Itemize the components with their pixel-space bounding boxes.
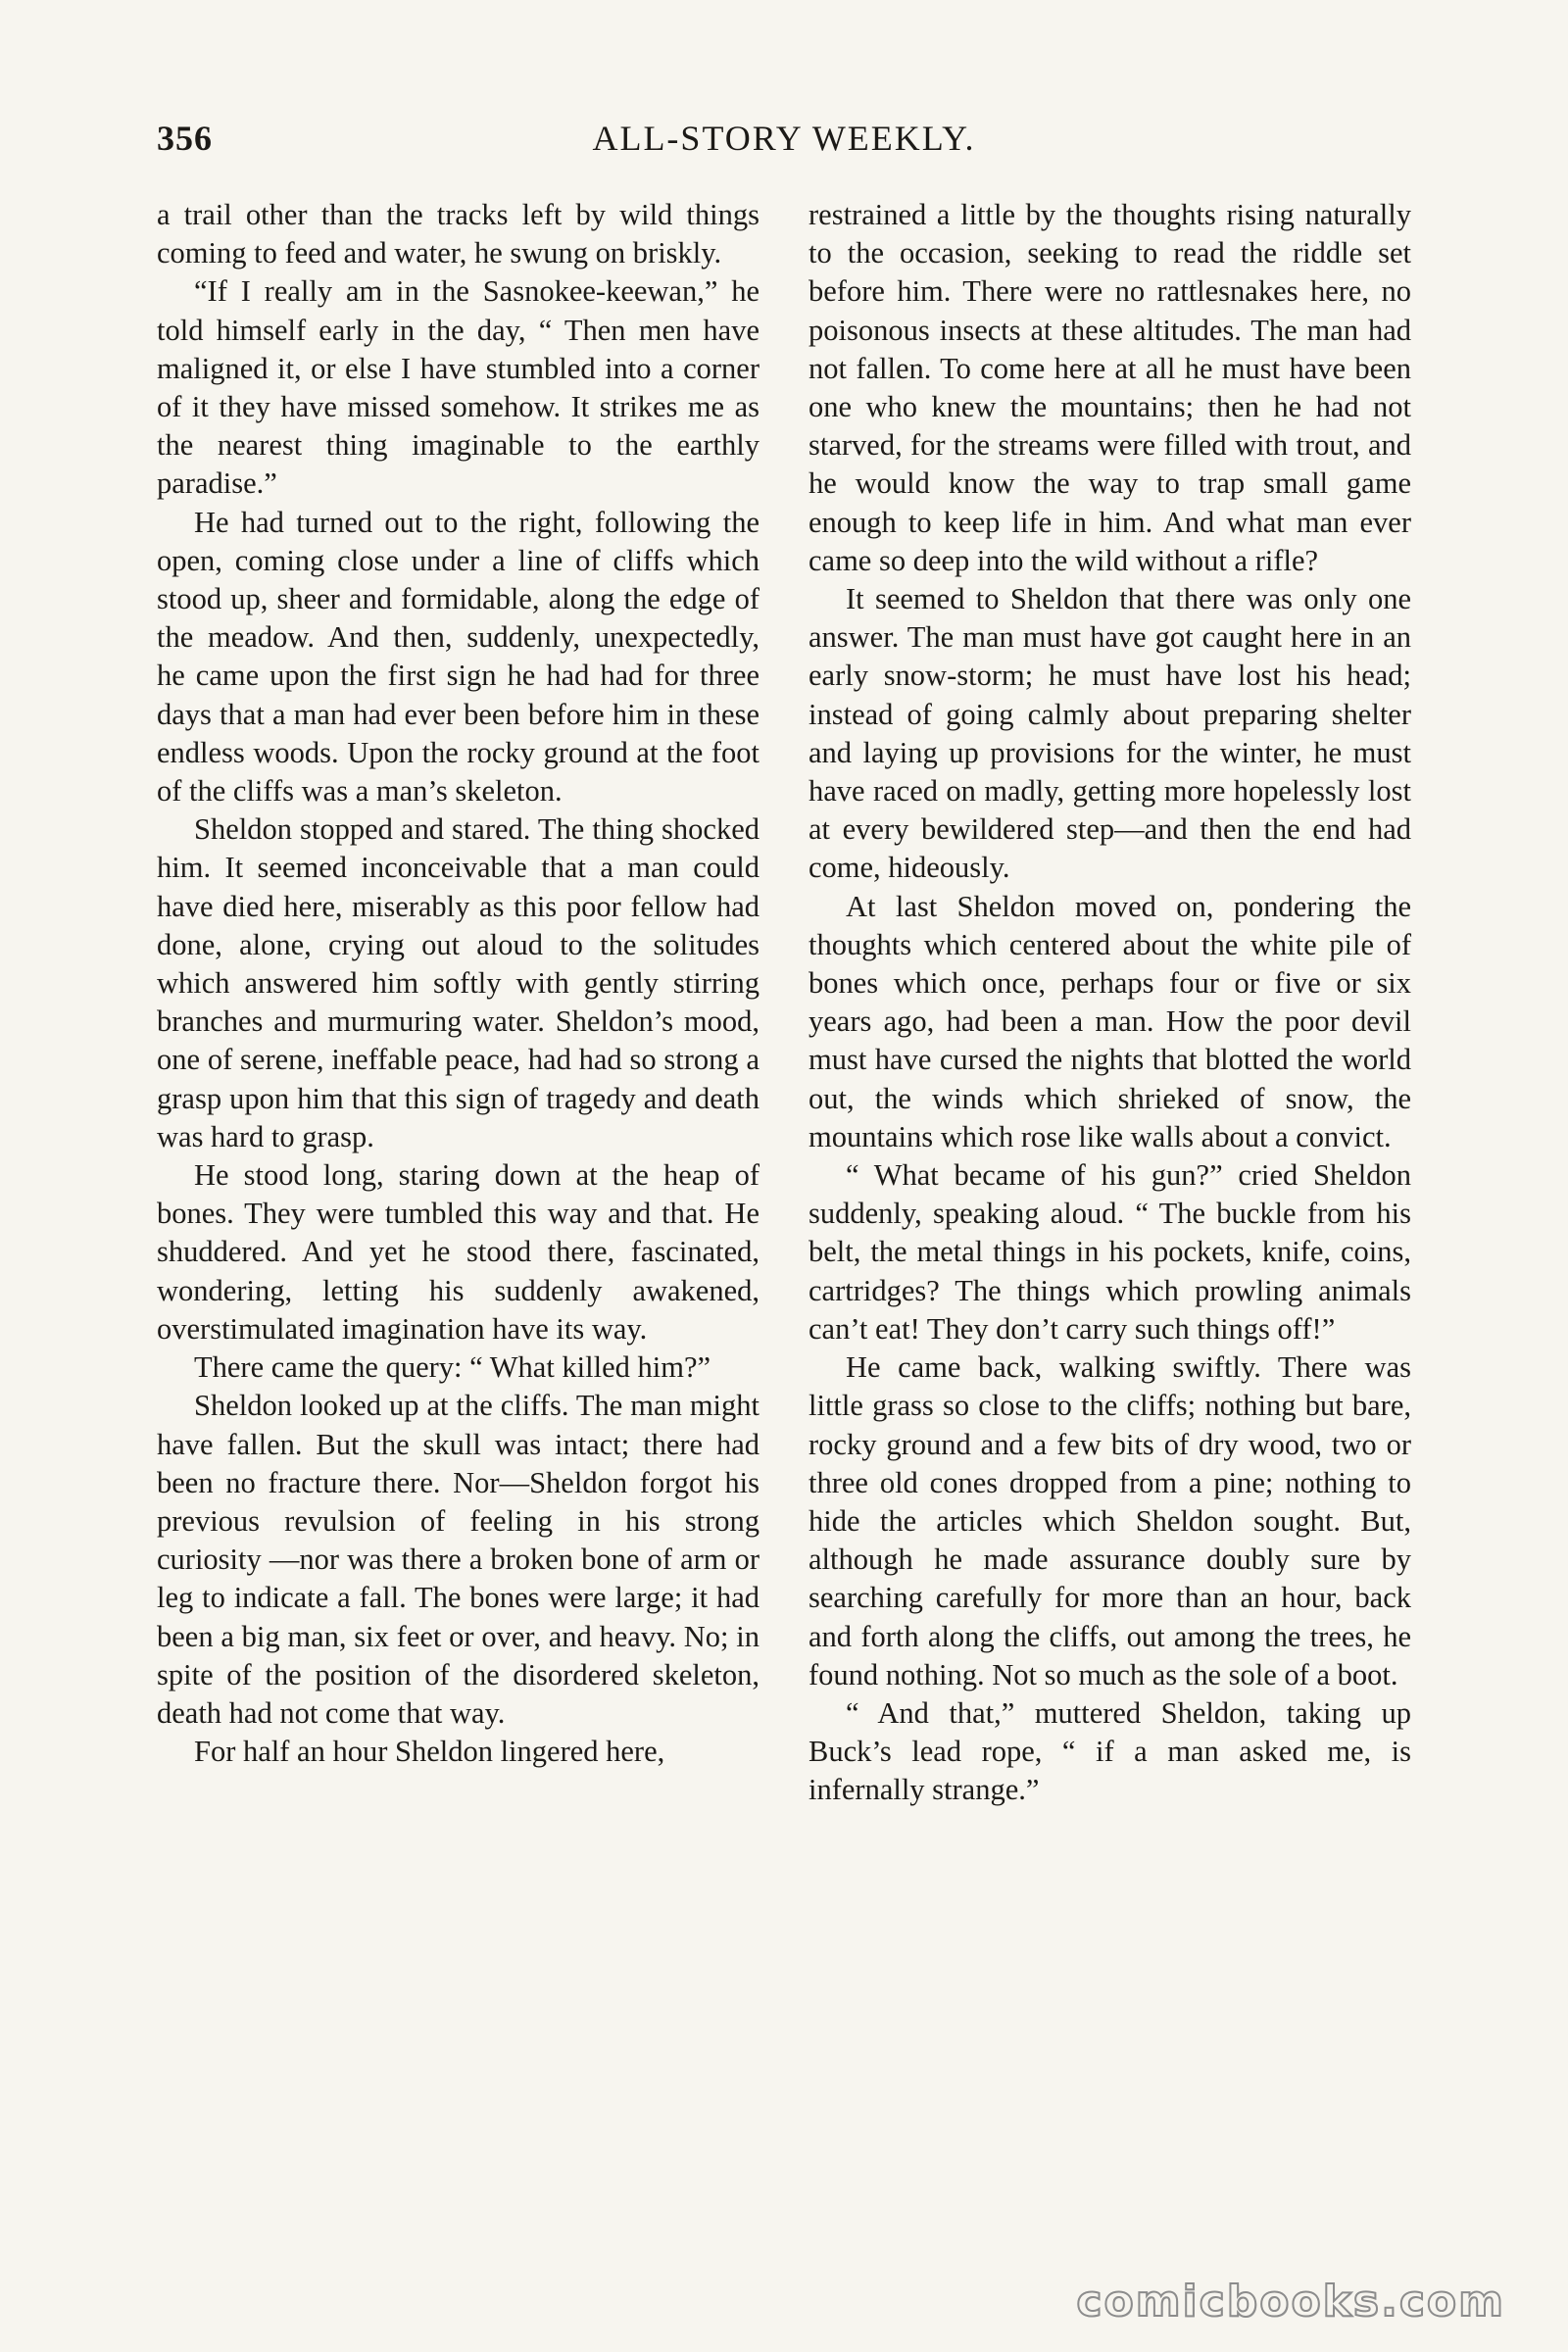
- running-title: ALL-STORY WEEKLY.: [592, 119, 976, 158]
- left-column: [157, 196, 760, 1810]
- right-column: [808, 196, 1411, 1810]
- paragraph: restrained a little by the thoughts rising naturally to the occasion, seeking to read the riddle set before him. There were no rattlesnakes here, no poisonous insects at these altitudes. The man had not fallen. To come here at all he must have been one who knew the mountains; then he had not starved, for the streams were filled with trout, and he would know the way to trap small game enough to keep life in him. And what man ever came so deep into the wild without a rifle?: [808, 198, 1411, 577]
- page-header: [157, 118, 1411, 176]
- paragraph: “If I really am in the Sasnokee-keewan,” he told himself early in the day, “ Then men have maligned it, or else I have stumbled into a corner of it they have missed somehow. It strikes me as the nearest thing imaginable to the earthly paradise.”: [157, 274, 760, 501]
- paragraph: He had turned out to the right, following the open, coming close under a line of cliffs which stood up, sheer and formidable, along the edge of the meadow. And then, suddenly, unexpectedly, he came upon the first sign he had had for three days that a man had ever been before him in these endless woods. Upon the rocky ground at the foot of the cliffs was a man’s skeleton.: [157, 505, 760, 808]
- paragraph: He came back, walking swiftly. There was little grass so close to the cliffs; nothing but bare, rocky ground and a few bits of dry wood, two or three old cones dropped from a pine; nothing to hide the articles which Sheldon sought. But, although he made assurance doubly sure by searching carefully for more than an hour, back and forth along the cliffs, out among the trees, he found nothing. Not so much as the sole of a boot.: [808, 1350, 1411, 1691]
- paragraph: There came the query: “ What killed him?”: [194, 1350, 711, 1385]
- watermark: comicbooks.com: [1076, 2277, 1505, 2327]
- paragraph: He stood long, staring down at the heap of bones. They were tumbled this way and that. He shuddered. And yet he stood there, fascinated, wondering, letting his suddenly awakened, overstimulated imagination have its way.: [157, 1158, 760, 1346]
- paragraph: At last Sheldon moved on, pondering the thoughts which centered about the white pile of bones which once, perhaps four or five or six years ago, had been a man. How the poor devil must have cursed the nights that blotted the world out, the winds which shrieked of snow, the mountains which rose like walls about a convict.: [808, 889, 1411, 1153]
- paragraph: It seemed to Sheldon that there was only one answer. The man must have got caught here in an early snow-storm; he must have lost his head; instead of going calmly about preparing shelter and laying up provisions for the winter, he must have raced on madly, getting more hopelessly lost at every bewildered step—and then the end had come, hideously.: [808, 582, 1411, 885]
- paragraph: “ And that,” muttered Sheldon, taking up Buck’s lead rope, “ if a man asked me, is infernally strange.”: [808, 1695, 1411, 1807]
- paragraph: a trail other than the tracks left by wild things coming to feed and water, he swung on briskly.: [157, 198, 760, 270]
- paragraph: Sheldon stopped and stared. The thing shocked him. It seemed inconceivable that a man could have died here, miserably as this poor fellow had done, alone, crying out aloud to the solitudes which answered him softly with gently stirring branches and murmuring water. Sheldon’s mood, one of serene, ineffable peace, had had so strong a grasp upon him that this sign of tragedy and death was hard to grasp.: [157, 812, 760, 1153]
- paragraph: “ What became of his gun?” cried Sheldon suddenly, speaking aloud. “ The buckle from his belt, the metal things in his pockets, knife, coins, cartridges? The things which prowling animals can’t eat! They don’t carry such things off!”: [808, 1158, 1411, 1346]
- paragraph: Sheldon looked up at the cliffs. The man might have fallen. But the skull was intact; there had been no fracture there. Nor—Sheldon forgot his previous revulsion of feeling in his strong curiosity —nor was there a broken bone of arm or leg to indicate a fall. The bones were large; it had been a big man, six feet or over, and heavy. No; in spite of the position of the disordered skeleton, death had not come that way.: [157, 1389, 760, 1730]
- article-body: [157, 196, 1411, 1810]
- page-number: 356: [157, 119, 213, 158]
- paragraph: For half an hour Sheldon lingered here,: [194, 1735, 665, 1769]
